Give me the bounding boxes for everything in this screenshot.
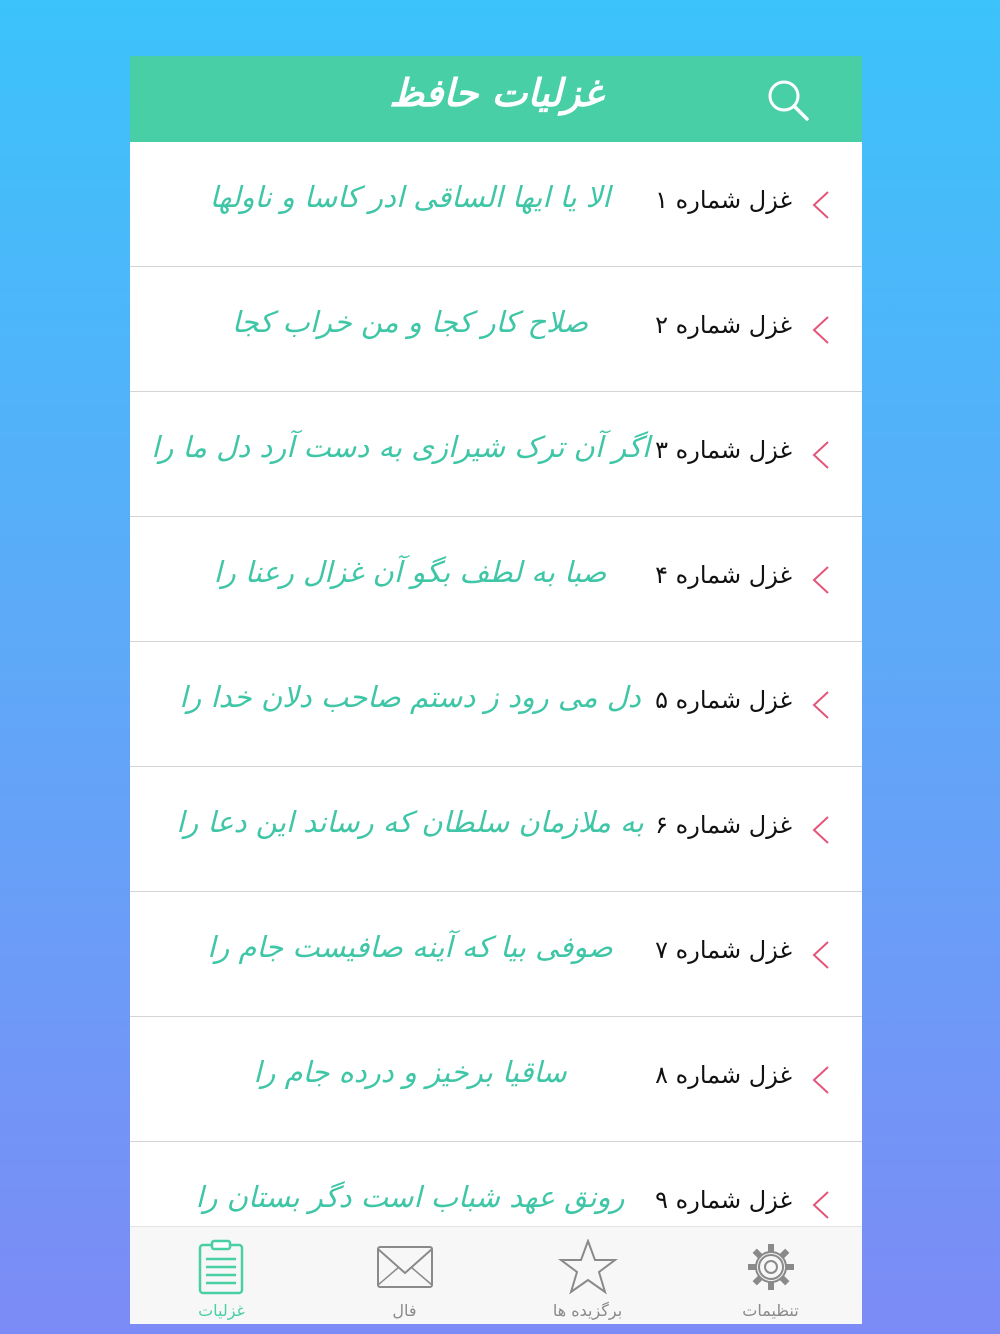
- ghazal-first-line: رونق عهد شباب است دگر بستان را: [195, 1180, 625, 1214]
- star-icon: [558, 1239, 618, 1295]
- ghazal-first-line: دل می رود ز دستم صاحب دلان خدا را: [179, 680, 641, 714]
- ghazal-first-line: الا یا ایها الساقی ادر کاسا و ناولها: [209, 180, 611, 214]
- chevron-left-icon: [810, 440, 832, 470]
- ghazal-number: غزل شماره ۴: [655, 561, 792, 589]
- ghazal-number: غزل شماره ۸: [655, 1061, 792, 1089]
- tab-favorites[interactable]: [496, 1227, 679, 1324]
- chevron-left-icon: [810, 190, 832, 220]
- tab-label: فال: [392, 1301, 417, 1320]
- ghazal-number: غزل شماره ۷: [655, 936, 792, 964]
- envelope-icon: [375, 1239, 435, 1295]
- tab-label: برگزیده ها: [552, 1301, 623, 1320]
- list-item[interactable]: [130, 142, 862, 267]
- ghazal-number: غزل شماره ۱: [655, 186, 792, 214]
- search-icon: [764, 76, 814, 126]
- chevron-left-icon: [810, 815, 832, 845]
- list-item[interactable]: [130, 392, 862, 517]
- chevron-left-icon: [810, 565, 832, 595]
- chevron-left-icon: [810, 690, 832, 720]
- page-title: غزلیات حافظ: [389, 70, 603, 115]
- ghazal-number: غزل شماره ۳: [655, 436, 792, 464]
- ghazal-number: غزل شماره ۹: [655, 1186, 792, 1214]
- gear-icon: [741, 1239, 801, 1295]
- header-bar: [130, 56, 862, 142]
- chevron-left-icon: [810, 1065, 832, 1095]
- list-item[interactable]: [130, 1017, 862, 1142]
- ghazal-number: غزل شماره ۶: [655, 811, 792, 839]
- search-button[interactable]: [764, 76, 814, 126]
- list-item[interactable]: [130, 642, 862, 767]
- ghazal-number: غزل شماره ۵: [655, 686, 792, 714]
- ghazal-first-line: صبا به لطف بگو آن غزال رعنا را: [213, 555, 607, 589]
- chevron-left-icon: [810, 1190, 832, 1220]
- ghazal-list: [130, 142, 862, 1267]
- tab-ghazaliat[interactable]: [130, 1227, 313, 1324]
- list-item[interactable]: [130, 892, 862, 1017]
- list-item[interactable]: [130, 767, 862, 892]
- tab-fal[interactable]: [313, 1227, 496, 1324]
- ghazal-first-line: صلاح کار کجا و من خراب کجا: [231, 305, 589, 339]
- tab-bar: [130, 1226, 862, 1324]
- tab-label: تنظیمات: [742, 1301, 799, 1320]
- list-item[interactable]: [130, 267, 862, 392]
- tab-label: غزلیات: [198, 1301, 245, 1320]
- ghazal-first-line: به ملازمان سلطان که رساند این دعا را: [176, 805, 644, 839]
- ghazal-first-line: ساقیا برخیز و درده جام را: [253, 1055, 567, 1089]
- tab-settings[interactable]: [679, 1227, 862, 1324]
- clipboard-list-icon: [192, 1239, 252, 1295]
- ghazal-number: غزل شماره ۲: [655, 311, 792, 339]
- chevron-left-icon: [810, 940, 832, 970]
- ghazal-first-line: اگر آن ترک شیرازی به دست آرد دل ما را: [151, 430, 650, 464]
- ghazal-first-line: صوفی بیا که آینه صافیست جام را: [207, 930, 613, 964]
- app-screen: [130, 56, 862, 1324]
- list-item[interactable]: [130, 517, 862, 642]
- chevron-left-icon: [810, 315, 832, 345]
